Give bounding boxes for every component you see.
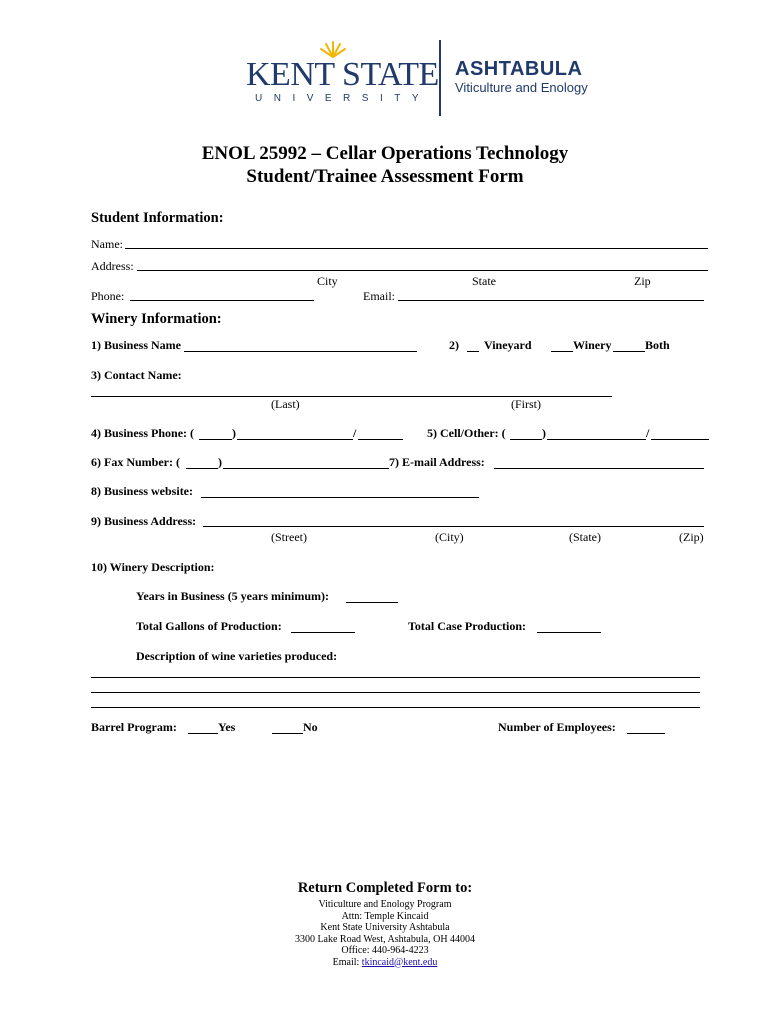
business-address-label: 9) Business Address: xyxy=(91,514,197,528)
street-caption: (Street) xyxy=(271,530,307,544)
logo-kent-state: KENT STATE xyxy=(246,56,439,93)
years-field[interactable] xyxy=(346,602,398,603)
employees-field[interactable] xyxy=(627,733,665,734)
varieties-field-2[interactable] xyxy=(91,692,700,693)
varieties-label: Description of wine varieties produced: xyxy=(136,649,338,663)
gallons-field[interactable] xyxy=(291,632,355,633)
fax-area-field[interactable] xyxy=(186,468,218,469)
both-checkbox[interactable] xyxy=(613,351,645,352)
email-field[interactable] xyxy=(398,300,704,301)
fax-field[interactable] xyxy=(223,468,389,469)
phone-label: Phone: xyxy=(91,289,125,303)
phone-field[interactable] xyxy=(130,300,314,301)
logo-campus: ASHTABULA xyxy=(455,58,583,80)
varieties-field-3[interactable] xyxy=(91,707,700,708)
last-caption: (Last) xyxy=(271,397,300,411)
vineyard-label: Vineyard xyxy=(484,338,532,352)
return-email-prefix: Email: xyxy=(332,956,360,968)
fax-label: 6) Fax Number: ( xyxy=(91,455,180,469)
winery-email-field[interactable] xyxy=(494,468,704,469)
cell-label: 5) Cell/Other: ( xyxy=(427,426,506,440)
barrel-no-field[interactable] xyxy=(272,733,303,734)
cell-ext-field[interactable] xyxy=(651,439,709,440)
logo-divider xyxy=(439,40,441,116)
barrel-program-label: Barrel Program: xyxy=(91,720,177,734)
business-phone-ext-field[interactable] xyxy=(358,439,403,440)
business-name-label: 1) Business Name xyxy=(91,338,182,352)
student-info-heading: Student Information: xyxy=(91,210,224,226)
form-title-line2: Student/Trainee Assessment Form xyxy=(246,166,524,187)
paren-close: ) xyxy=(218,455,222,469)
state-caption: State xyxy=(472,274,496,288)
vineyard-checkbox[interactable] xyxy=(467,351,479,352)
name-field[interactable] xyxy=(125,248,708,249)
barrel-yes-field[interactable] xyxy=(188,733,218,734)
case-label: Total Case Production: xyxy=(408,619,527,633)
state-caption-2: (State) xyxy=(569,530,601,544)
return-line3: Kent State University Ashtabula xyxy=(320,922,450,933)
return-line4: 3300 Lake Road West, Ashtabula, OH 44004 xyxy=(294,933,476,945)
years-label: Years in Business (5 years minimum): xyxy=(136,589,330,603)
barrel-no-label: No xyxy=(303,720,318,734)
name-label: Name: xyxy=(91,237,123,251)
return-line2: Attn: Temple Kincaid xyxy=(341,910,429,922)
business-name-field[interactable] xyxy=(184,351,417,352)
winery-description-heading: 10) Winery Description: xyxy=(91,560,215,574)
business-phone-field[interactable] xyxy=(237,439,353,440)
employees-label: Number of Employees: xyxy=(498,720,616,734)
return-line1: Viticulture and Enology Program xyxy=(318,899,452,910)
address-field[interactable] xyxy=(137,270,708,271)
both-label: Both xyxy=(645,338,670,352)
city-caption-2: (City) xyxy=(435,530,464,544)
case-field[interactable] xyxy=(537,632,601,633)
city-caption: City xyxy=(317,274,338,288)
first-caption: (First) xyxy=(511,397,541,411)
winery-info-heading: Winery Information: xyxy=(91,311,222,327)
return-heading: Return Completed Form to: xyxy=(297,880,473,896)
paren-close: ) xyxy=(232,426,236,440)
website-label: 8) Business website: xyxy=(91,484,194,498)
logo-program: Viticulture and Enology xyxy=(455,80,588,95)
cell-field[interactable] xyxy=(547,439,646,440)
gallons-label: Total Gallons of Production: xyxy=(136,619,282,633)
contact-name-label: 3) Contact Name: xyxy=(91,368,182,382)
varieties-field-1[interactable] xyxy=(91,677,700,678)
business-phone-label: 4) Business Phone: ( xyxy=(91,426,195,440)
business-phone-area-field[interactable] xyxy=(199,439,232,440)
website-field[interactable] xyxy=(201,497,479,498)
cell-area-field[interactable] xyxy=(510,439,542,440)
winery-type-label: Winery xyxy=(573,338,612,352)
slash: / xyxy=(646,426,650,440)
paren-close: ) xyxy=(542,426,546,440)
business-address-field[interactable] xyxy=(203,526,704,527)
return-line5: Office: 440-964-4223 xyxy=(341,945,429,956)
address-label: Address: xyxy=(91,259,134,273)
zip-caption: Zip xyxy=(634,274,651,288)
form-title-line1: ENOL 25992 – Cellar Operations Technology xyxy=(201,143,569,164)
return-email-link[interactable]: tkincaid@kent.edu xyxy=(361,956,438,968)
return-address xyxy=(0,899,770,968)
type-number: 2) xyxy=(449,338,459,352)
zip-caption-2: (Zip) xyxy=(679,530,704,544)
barrel-yes-label: Yes xyxy=(218,720,236,734)
logo-university: UNIVERSITY xyxy=(255,93,431,104)
slash: / xyxy=(353,426,357,440)
email-label: Email: xyxy=(363,289,395,303)
winery-email-label: 7) E-mail Address: xyxy=(389,455,485,469)
return-email-line xyxy=(0,957,770,969)
winery-checkbox[interactable] xyxy=(551,351,573,352)
